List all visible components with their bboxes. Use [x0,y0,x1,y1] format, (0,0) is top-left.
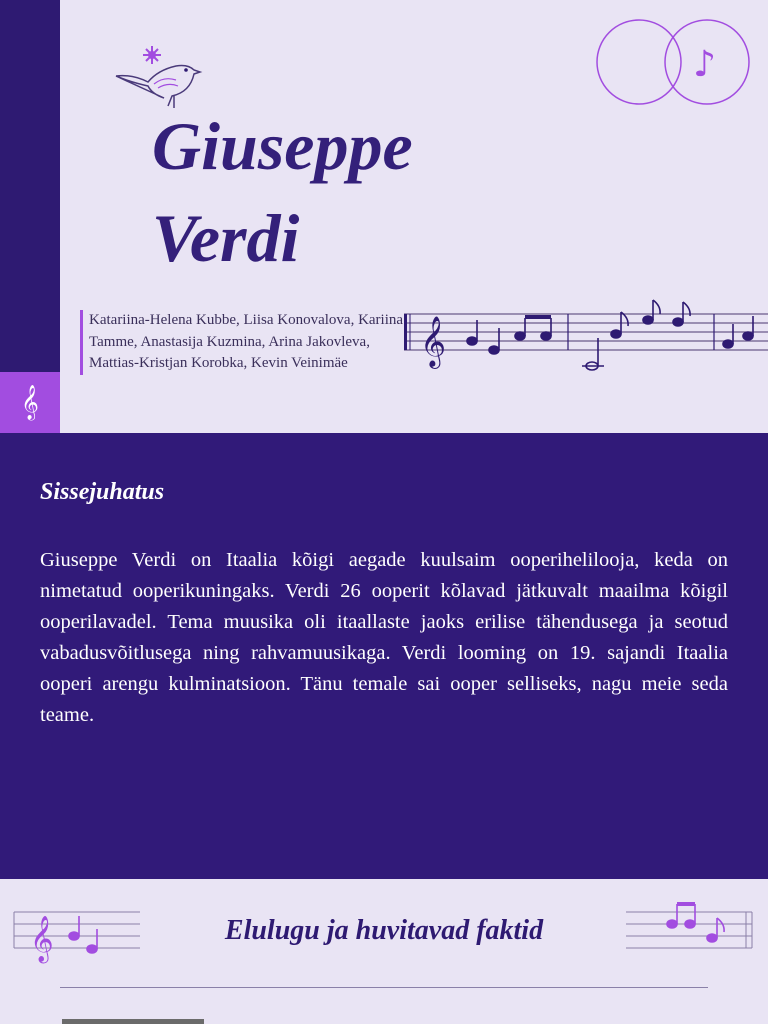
title-line-2: Verdi [152,200,300,276]
eighth-note-icon: ♪ [693,44,716,85]
divider [60,987,708,988]
music-staff-top [400,298,768,376]
page-title [152,100,472,284]
intro-heading: Sissejuhatus [40,479,165,505]
treble-clef-icon: 𝄞 [0,372,60,433]
authors-list: Katariina-Helena Kubbe, Liisa Konovalova, Kariina Tamme, Anastasija Kuzmina, Arina Jakovleva, Mattias-Kristjan Korobka, Kevin Veinimäe [80,310,409,375]
treble-clef-icon: 𝄞 [420,316,447,367]
photo-edge [62,1019,204,1024]
intro-paragraph: Giuseppe Verdi on Itaalia kõigi aegade kuulsaim ooperihelilooja, keda on nimetatud ooperikuningaks. Verdi 26 ooperit kõlavad jätkuvalt maailma kõigil ooperilavadel. Tema muusika oli itaallaste jaoks erilise tähendusega ja seotud vabadusvõitlusega ning rahvamuusikaga. Verdi looming on 19. sajandi Itaalia ooperi arengu kulminatsioon. Tänu temale sai ooper selliseks, nagu meie seda teame. [40,549,728,726]
left-sidebar-bar [0,0,60,433]
circles-decoration [595,18,755,110]
title-line-1: Giuseppe [152,108,413,184]
section-title: Elulugu ja huvitavad faktid [224,915,544,946]
treble-clef-icon: 𝄞 [30,916,54,962]
